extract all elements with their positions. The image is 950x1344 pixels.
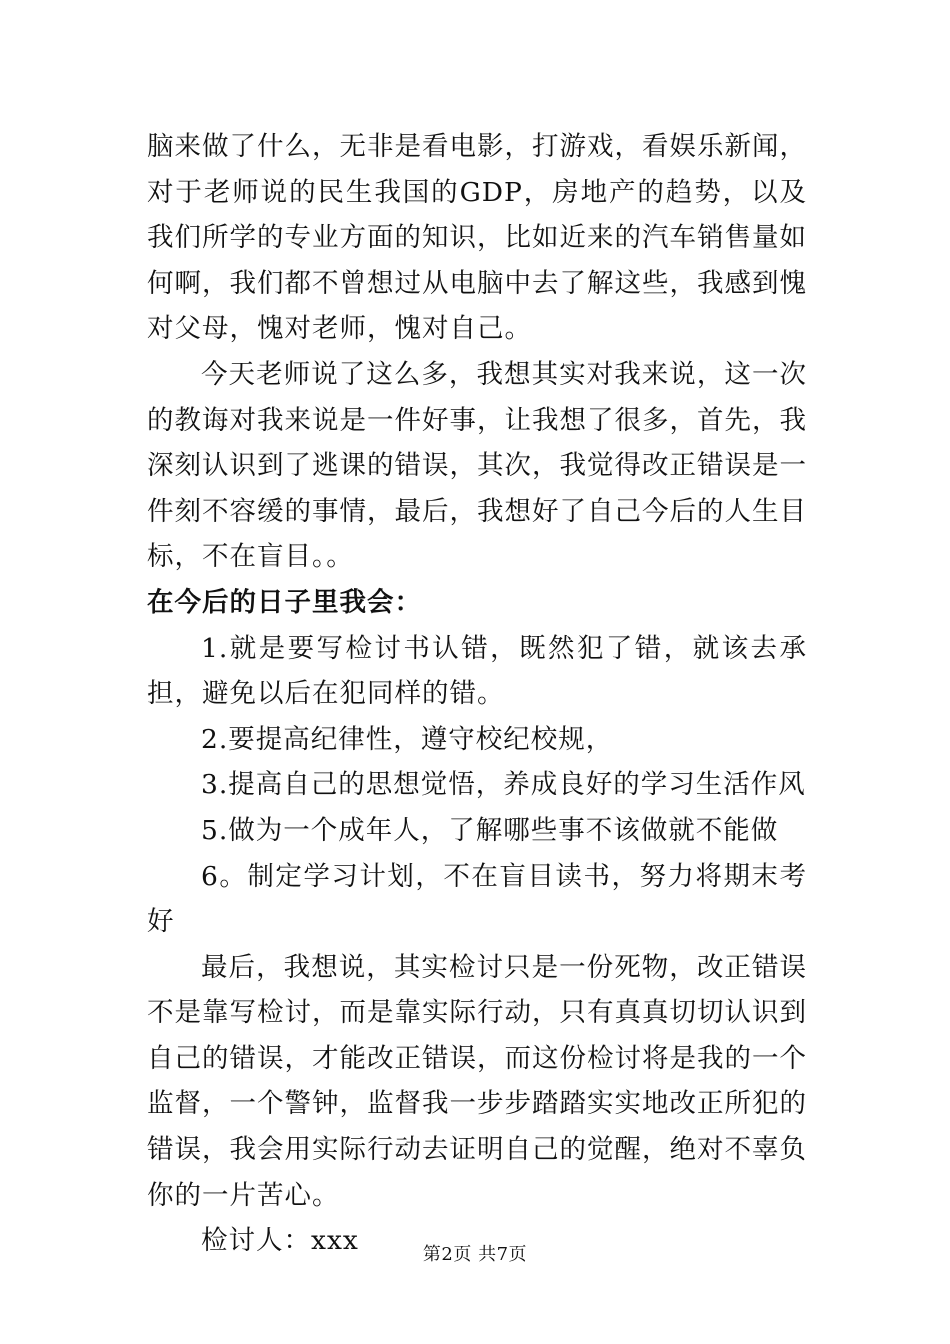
signature: 检讨人：xxx <box>201 1225 359 1257</box>
closing-paragraph: 最后，我想说，其实检讨只是一份死物，改正错误不是靠写检讨，而是靠实际行动，只有真真切切认识到自己的错误，才能改正错误，而这份检讨将是我的一个监督，一个警钟，监督我一步步踏踏实实地改正所犯的错误，我会用实际行动去证明自己的觉醒，绝对不辜负你的一片苦心。 <box>147 951 807 1211</box>
paragraph-continuation: 脑来做了什么，无非是看电影，打游戏，看娱乐新闻，对于老师说的民生我国的GDP，房地产的趋势，以及我们所学的专业方面的知识，比如近来的汽车销售量如何啊，我们都不曾想过从电脑中去了解这些，我感到愧对父母，愧对老师，愧对自己。 <box>147 131 807 345</box>
document-body <box>147 124 807 1264</box>
paragraph-reflection: 今天老师说了这么多，我想其实对我来说，这一次的教诲对我来说是一件好事，让我想了很多，首先，我深刻认识到了逃课的错误，其次，我觉得改正错误是一件刻不容缓的事情，最后，我想好了自己今后的人生目标，不在盲目。。 <box>147 358 807 573</box>
list-item: 5.做为一个成年人，了解哪些事不该做就不能做 <box>201 814 779 846</box>
list-item: 3.提高自己的思想觉悟，养成良好的学习生活作风 <box>201 769 806 801</box>
section-heading: 在今后的日子里我会： <box>147 586 422 618</box>
list-item: 6。制定学习计划，不在盲目读书，努力将期末考好 <box>147 860 807 938</box>
page-footer: 第2页 共7页 <box>422 1244 528 1265</box>
list-item: 2.要提高纪律性，遵守校纪校规， <box>201 723 614 755</box>
list-item: 1.就是要写检讨书认错，既然犯了错，就该去承担，避免以后在犯同样的错。 <box>147 632 807 710</box>
